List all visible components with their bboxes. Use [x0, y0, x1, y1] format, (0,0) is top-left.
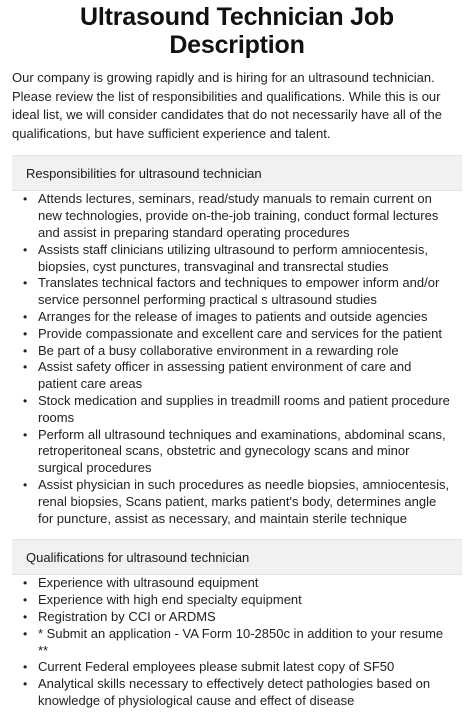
- bullet-icon: •: [23, 192, 28, 207]
- qualifications-header: [12, 539, 462, 575]
- list-item: [23, 392, 452, 427]
- list-item: [23, 625, 452, 660]
- bullet-icon: •: [23, 609, 28, 624]
- intro-paragraph: Our company is growing rapidly and is hiring for an ultrasound technician. Please review the list of responsibilities and qualifications. While this is our ideal list, we will consider candidates that do not necessarily have all of the qualifications, but have sufficient experience and talent.: [12, 70, 442, 141]
- list-item: [23, 476, 452, 527]
- page-title: Ultrasound Technician Job Description: [79, 3, 395, 59]
- list-item: [23, 241, 452, 276]
- bullet-icon: •: [23, 427, 28, 442]
- list-item-text: Attends lectures, seminars, read/study manuals to remain current on new technologies, provide on-the-job training, conduct formal lectures and assist in preparing standard operating procedures: [38, 191, 439, 240]
- bullet-icon: •: [23, 360, 28, 375]
- bullet-icon: •: [23, 626, 28, 641]
- list-item-text: Assist safety officer in assessing patient environment of care and patient care areas: [38, 359, 412, 392]
- list-item-text: * Submit an application - VA Form 10-2850c in addition to your resume **: [38, 625, 444, 658]
- list-item-text: Arranges for the release of images to patients and outside agencies: [38, 308, 428, 324]
- list-item-text: Translates technical factors and techniques to empower inform and/or service personnel performing practical s ultrasound studies: [38, 275, 440, 308]
- bullet-icon: •: [23, 309, 28, 324]
- list-item: [23, 575, 452, 592]
- list-item: [23, 342, 452, 360]
- list-item-text: Analytical skills necessary to effectively detect pathologies based on knowledge of physiological cause and effect of disease: [38, 676, 431, 708]
- list-item: [23, 275, 452, 309]
- bullet-icon: •: [23, 677, 28, 692]
- list-item: [23, 659, 452, 676]
- list-item: [23, 191, 452, 241]
- bullet-icon: •: [23, 477, 28, 492]
- list-item: [23, 676, 452, 710]
- responsibilities-header: [12, 155, 462, 191]
- list-item-text: Current Federal employees please submit latest copy of SF50: [38, 659, 395, 675]
- responsibilities-heading: Responsibilities for ultrasound technician: [26, 165, 262, 181]
- list-item-text: Registration by CCI or ARDMS: [38, 608, 216, 624]
- list-item-text: Provide compassionate and excellent care and services for the patient: [38, 325, 442, 341]
- bullet-icon: •: [23, 276, 28, 291]
- bullet-icon: •: [23, 576, 28, 591]
- list-item-text: Experience with high end specialty equipment: [38, 592, 302, 608]
- bullet-icon: •: [23, 660, 28, 675]
- bullet-icon: •: [23, 326, 28, 341]
- bullet-icon: •: [23, 343, 28, 358]
- list-item-text: Experience with ultrasound equipment: [38, 575, 259, 591]
- list-item-text: Assist physician in such procedures as needle biopsies, amniocentesis, renal biopsies, Scans patient, marks patient's body, determines angle for puncture, assist as necessary, and maintain sterile technique: [38, 476, 450, 526]
- list-item: [23, 359, 452, 393]
- list-item-text: Perform all ultrasound techniques and examinations, abdominal scans, retroperitoneal scans, obstetric and gynecology scans and minor surgical procedures: [38, 426, 446, 476]
- list-item: [23, 308, 452, 326]
- list-item: [23, 608, 452, 626]
- list-item-text: Be part of a busy collaborative environment in a rewarding role: [38, 342, 399, 358]
- list-item: [23, 325, 452, 343]
- list-item-text: Assists staff clinicians utilizing ultrasound to perform amniocentesis, biopsies, cyst punctures, transvaginal and transrectal studies: [38, 241, 428, 274]
- qualifications-heading: Qualifications for ultrasound technician: [26, 549, 250, 565]
- list-item: [23, 426, 452, 477]
- list-item: [23, 592, 452, 609]
- bullet-icon: •: [23, 242, 28, 257]
- responsibilities-list: [12, 191, 462, 527]
- bullet-icon: •: [23, 393, 28, 408]
- bullet-icon: •: [23, 593, 28, 608]
- qualifications-list: [12, 575, 462, 709]
- list-item-text: Stock medication and supplies in treadmill rooms and patient procedure rooms: [38, 392, 450, 425]
